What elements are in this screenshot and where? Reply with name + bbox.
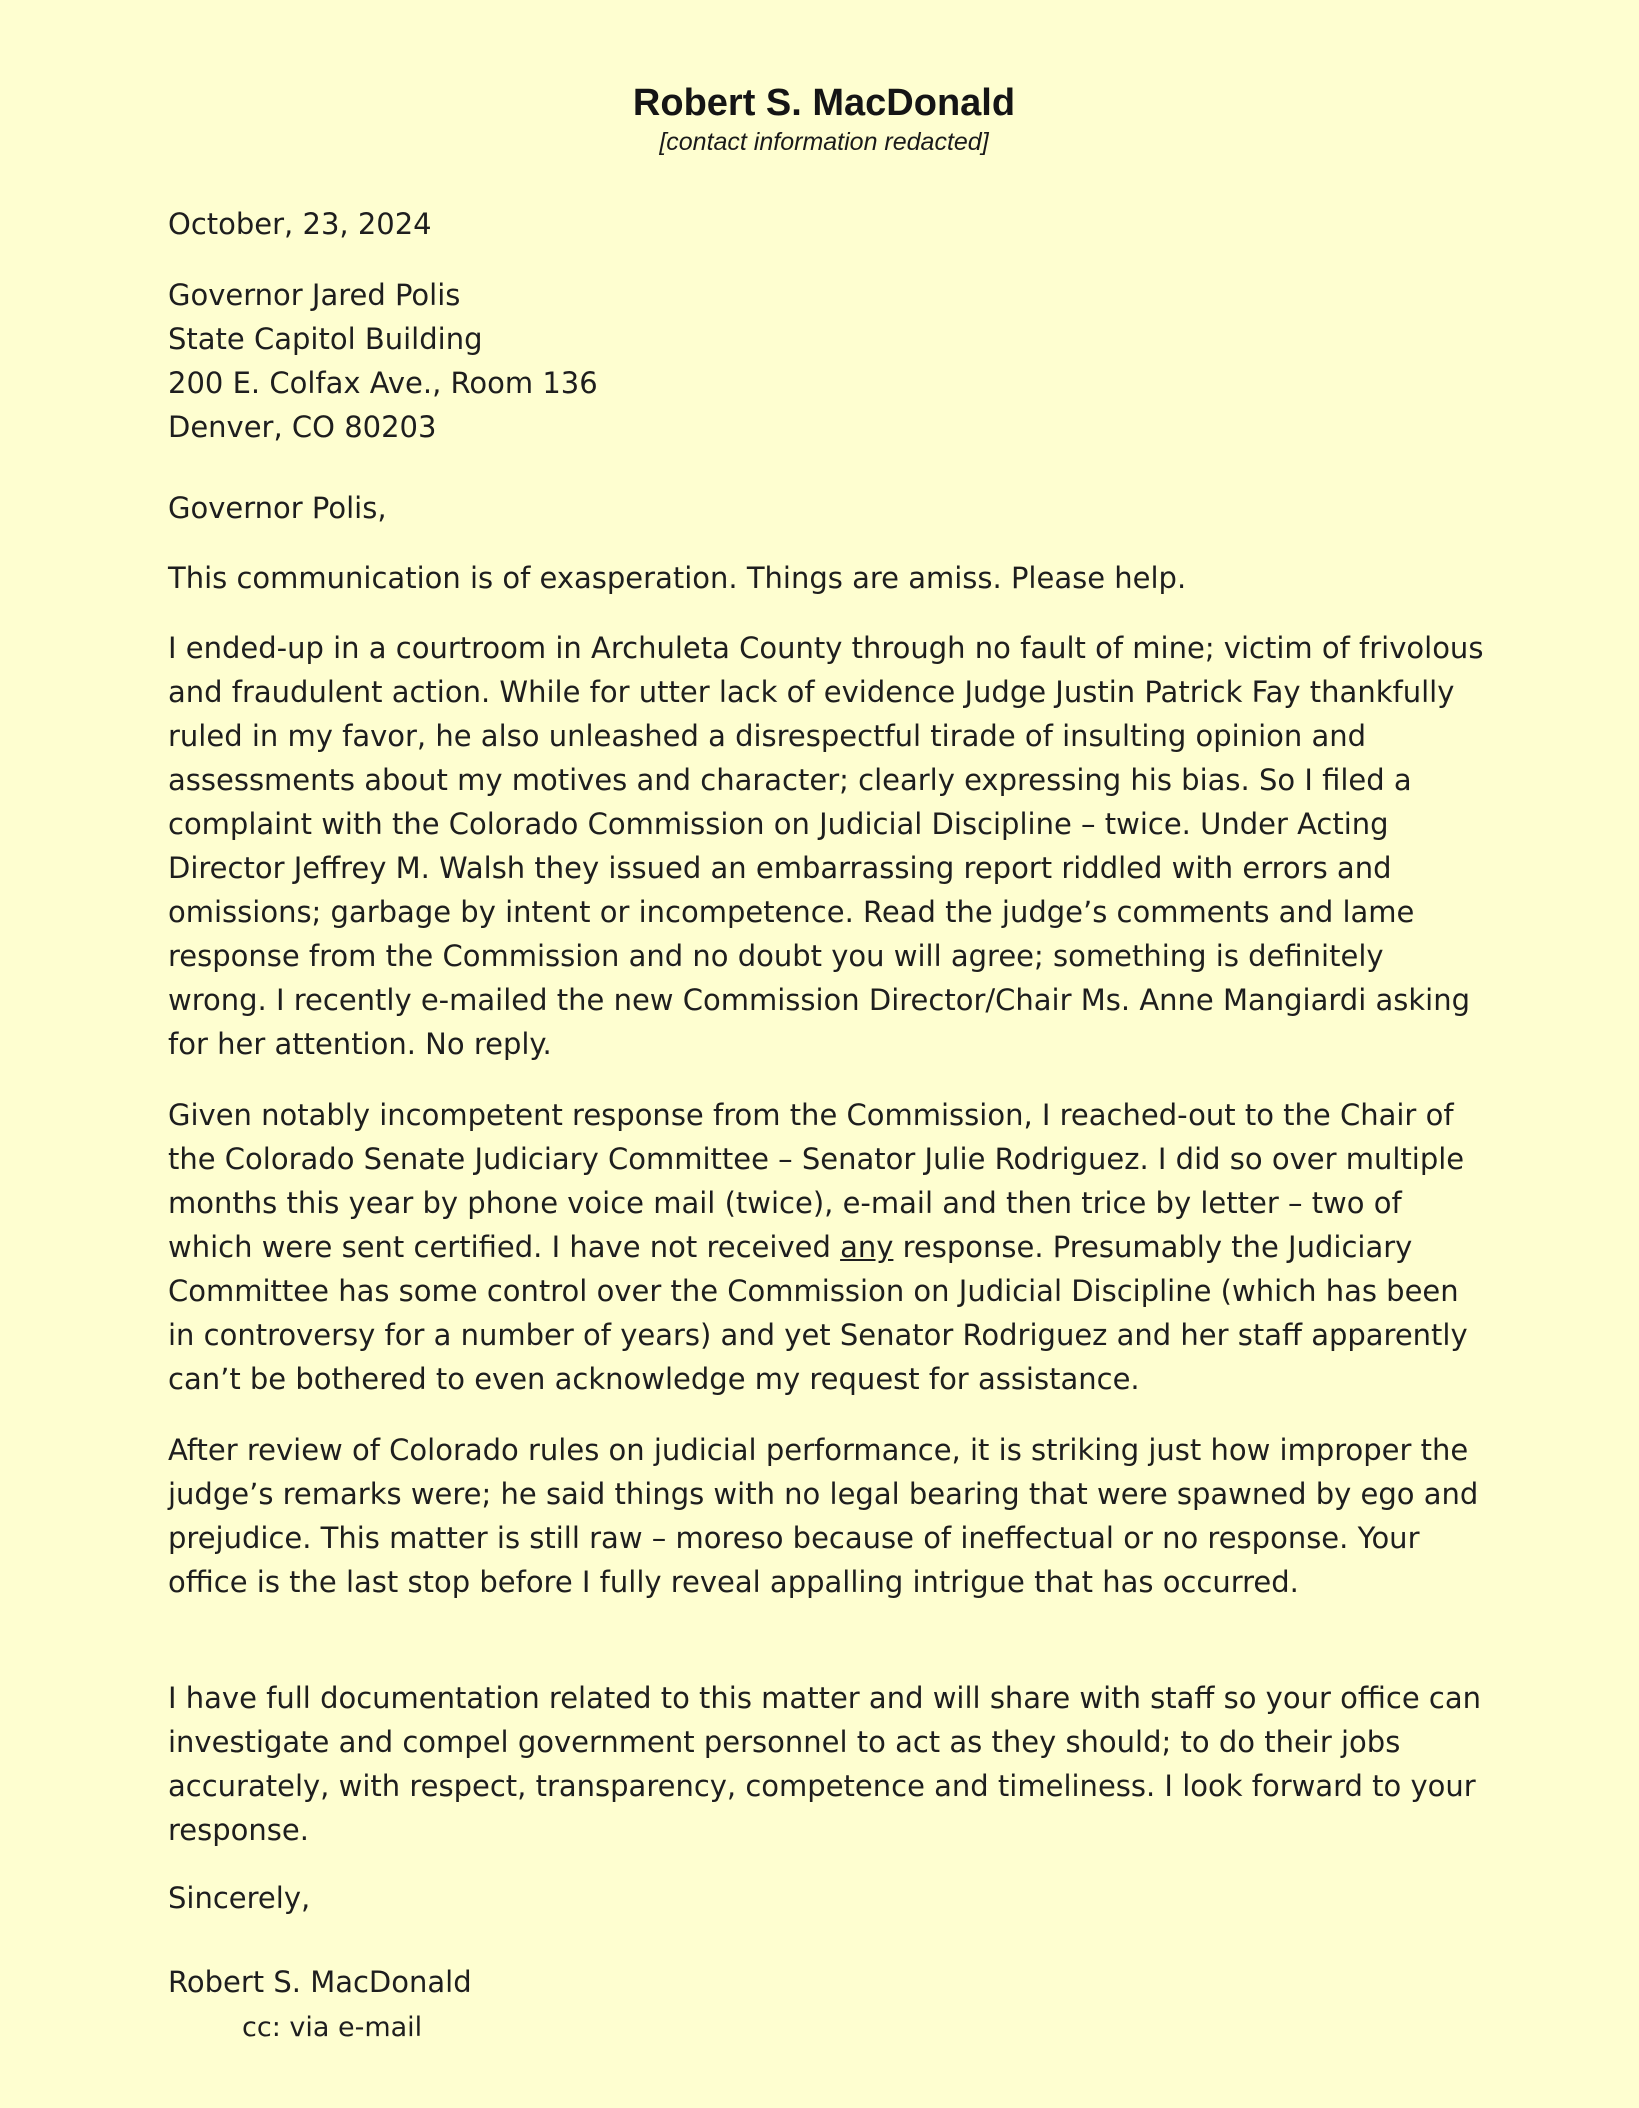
paragraph-2: I ended-up in a courtroom in Archuleta County through no fault of mine; victim of frivolous and fraudulent action. While for utter lack of evidence Judge Justin Patrick Fay thankfully ruled in my favor, he also unleashed a disrespectful tirade of insulting opinion and assessments about my motives and character; clearly expressing his bias. So I filed a complaint with the Colorado Commission on Judicial Discipline – twice. Under Acting Director Jeffrey M. Walsh they issued an embarrassing report riddled with errors and omissions; garbage by intent or incompetence. Read the judge’s comments and lame response from the Commission and no doubt you will agree; something is definitely wrong. I recently e-mailed the new Commission Director/Chair Ms. Anne Mangiardi asking for her attention. No reply. bbox=[168, 631, 1484, 1061]
salutation: Governor Polis, bbox=[168, 491, 387, 525]
closing: Sincerely, bbox=[168, 1881, 311, 1915]
paragraph-3-underlined-word: any bbox=[840, 1230, 894, 1264]
letter-date: October, 23, 2024 bbox=[168, 207, 432, 241]
paragraph-3 bbox=[168, 1093, 1488, 1401]
paragraph-3-part-2: response. Presumably the Judiciary Committee has some control over the Commission on Judicial Discipline (which has been in controversy for a number of years) and yet Senator Rodriguez and her staff apparently can’t be bothered to even acknowledge my request for assistance. bbox=[168, 1230, 1468, 1396]
paragraph-3-part-1: Given notably incompetent response from the Commission, I reached-out to the Chair of the Colorado Senate Judiciary Committee – Senator Julie Rodriguez. I did so over multiple months this year by phone voice mail (twice), e-mail and then trice by letter – two of which were sent certified. I have not received bbox=[168, 1098, 1465, 1264]
paragraph-4: After review of Colorado rules on judicial performance, it is striking just how improper the judge’s remarks were; he said things with no legal bearing that were spawned by ego and prejudice. This matter is still raw – moreso because of ineffectual or no response. Your office is the last stop before I fully reveal appalling intrigue that has occurred. bbox=[168, 1433, 1479, 1599]
paragraph-1: This communication is of exasperation. Things are amiss. Please help. bbox=[168, 561, 1187, 595]
cc-line: cc: via e-mail bbox=[242, 2012, 423, 2043]
letterhead-contact: [contact information redacted] bbox=[659, 128, 989, 156]
recipient-building: State Capitol Building bbox=[168, 322, 483, 356]
recipient-address bbox=[168, 273, 1488, 449]
recipient-city: Denver, CO 80203 bbox=[168, 410, 437, 444]
recipient-street: 200 E. Colfax Ave., Room 136 bbox=[168, 366, 598, 400]
recipient-name: Governor Jared Polis bbox=[168, 278, 461, 312]
paragraph-5: I have full documentation related to this matter and will share with staff so your office can investigate and compel government personnel to act as they should; to do their jobs accurately, with respect, transparency, competence and timeliness. I look forward to your response. bbox=[168, 1681, 1481, 1847]
signature-name: Robert S. MacDonald bbox=[168, 1965, 472, 1999]
letterhead-name: Robert S. MacDonald bbox=[632, 82, 1016, 124]
